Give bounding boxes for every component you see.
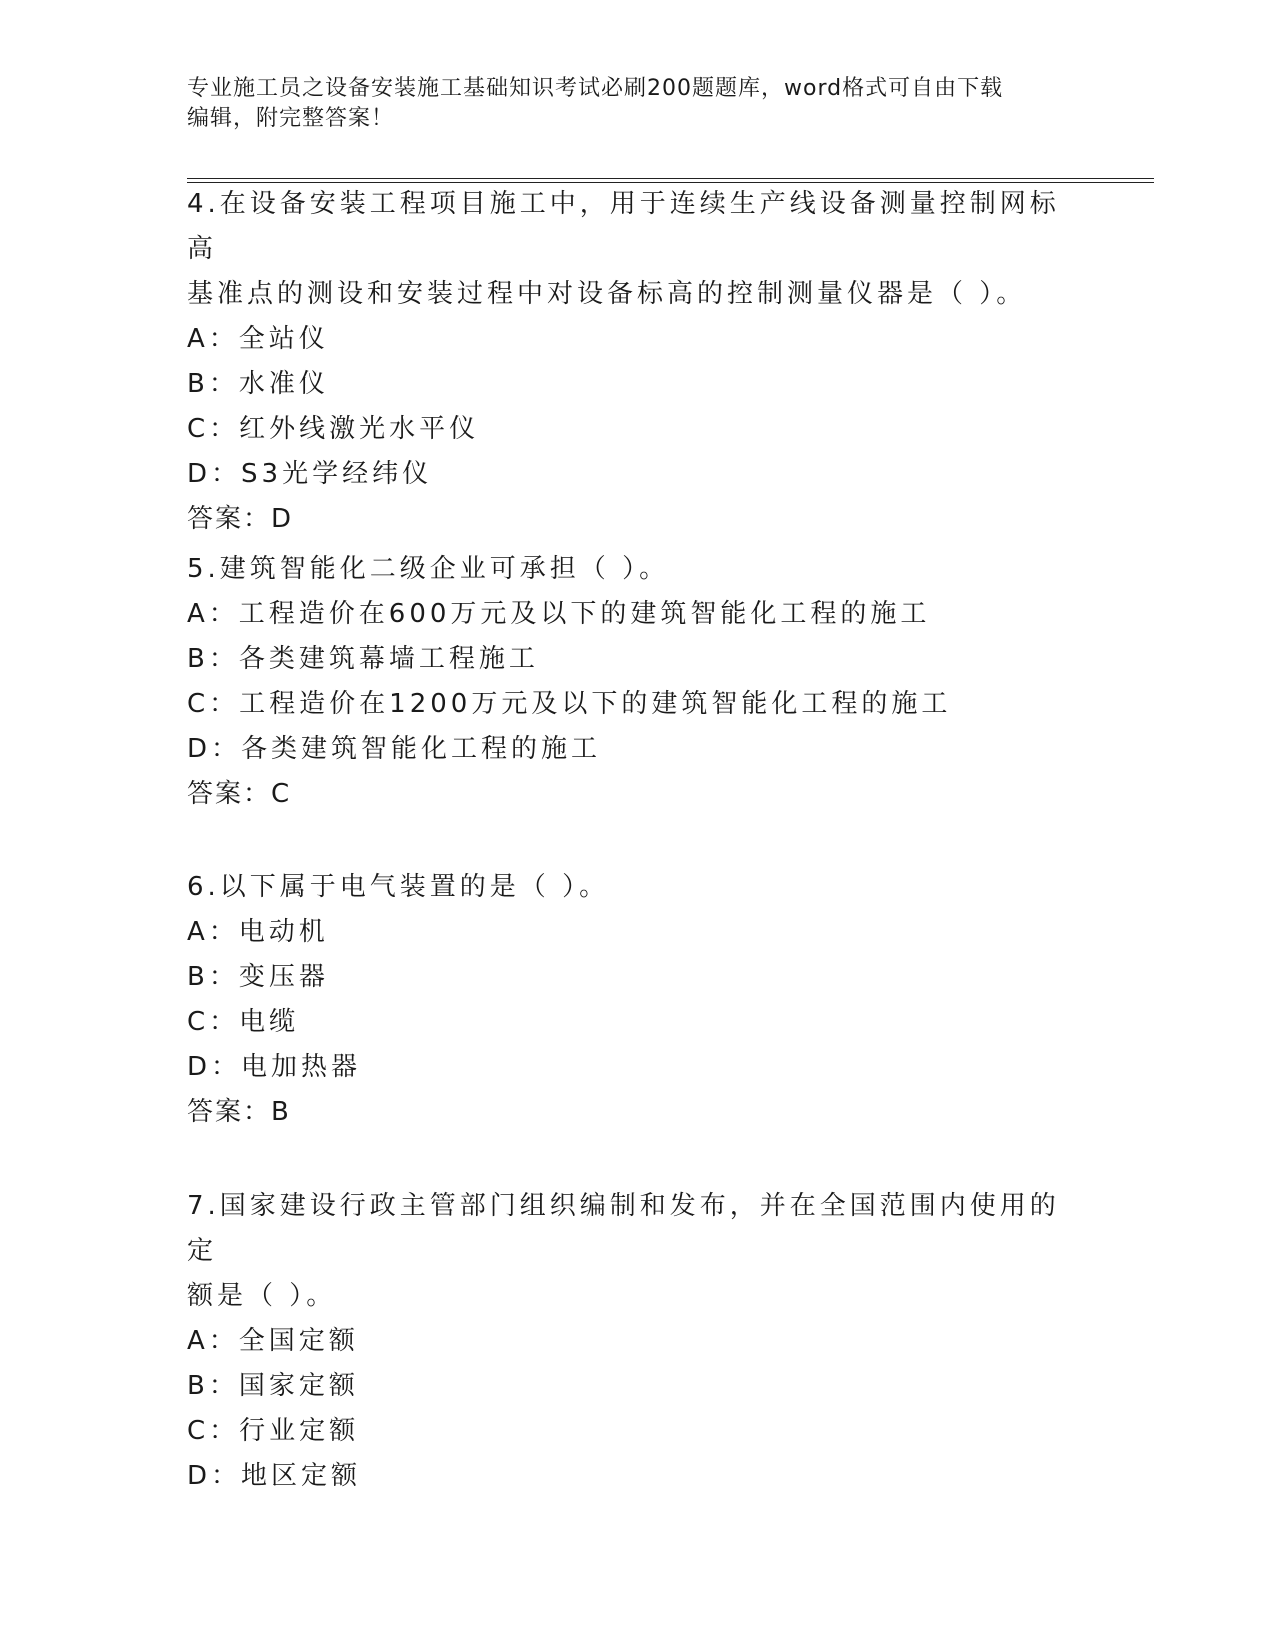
option-d: D：地区定额: [187, 1461, 362, 1491]
question-5: [187, 547, 1087, 817]
question-title-line2: 基准点的测设和安装过程中对设备标高的控制测量仪器是（ ）。: [187, 279, 1027, 309]
question-4: [187, 182, 1087, 542]
question-title-line1: 4.在设备安装工程项目施工中，用于连续生产线设备测量控制网标高: [187, 189, 1060, 264]
document-header: [187, 74, 1087, 134]
option-b: B：水准仪: [187, 369, 329, 399]
option-a: A：全国定额: [187, 1326, 359, 1356]
option-b: B：国家定额: [187, 1371, 359, 1401]
answer: 答案：C: [187, 779, 292, 809]
answer: 答案：D: [187, 504, 294, 534]
option-b: B：各类建筑幕墙工程施工: [187, 644, 539, 674]
answer: 答案：B: [187, 1097, 291, 1127]
option-c: C：电缆: [187, 1007, 300, 1037]
question-title-line1: 6.以下属于电气装置的是（ ）。: [187, 872, 610, 902]
option-a: A：全站仪: [187, 324, 329, 354]
option-a: A：工程造价在600万元及以下的建筑智能化工程的施工: [187, 599, 931, 629]
option-c: C：工程造价在1200万元及以下的建筑智能化工程的施工: [187, 689, 952, 719]
question-7: [187, 1184, 1087, 1499]
question-title-line1: 5.建筑智能化二级企业可承担（ ）。: [187, 554, 670, 584]
question-title-line1: 7.国家建设行政主管部门组织编制和发布，并在全国范围内使用的定: [187, 1191, 1060, 1266]
option-b: B：变压器: [187, 962, 329, 992]
option-d: D：S3光学经纬仪: [187, 459, 433, 489]
option-a: A：电动机: [187, 917, 329, 947]
question-title-line2: 额是（ ）。: [187, 1281, 337, 1311]
option-c: C：红外线激光水平仪: [187, 414, 480, 444]
question-6: [187, 865, 1087, 1135]
option-d: D：各类建筑智能化工程的施工: [187, 734, 602, 764]
option-d: D：电加热器: [187, 1052, 362, 1082]
option-c: C：行业定额: [187, 1416, 360, 1446]
header-title-line1: 专业施工员之设备安装施工基础知识考试必刷200题题库，word格式可自由下载: [187, 76, 1004, 101]
header-title-line2: 编辑，附完整答案！: [187, 106, 395, 131]
